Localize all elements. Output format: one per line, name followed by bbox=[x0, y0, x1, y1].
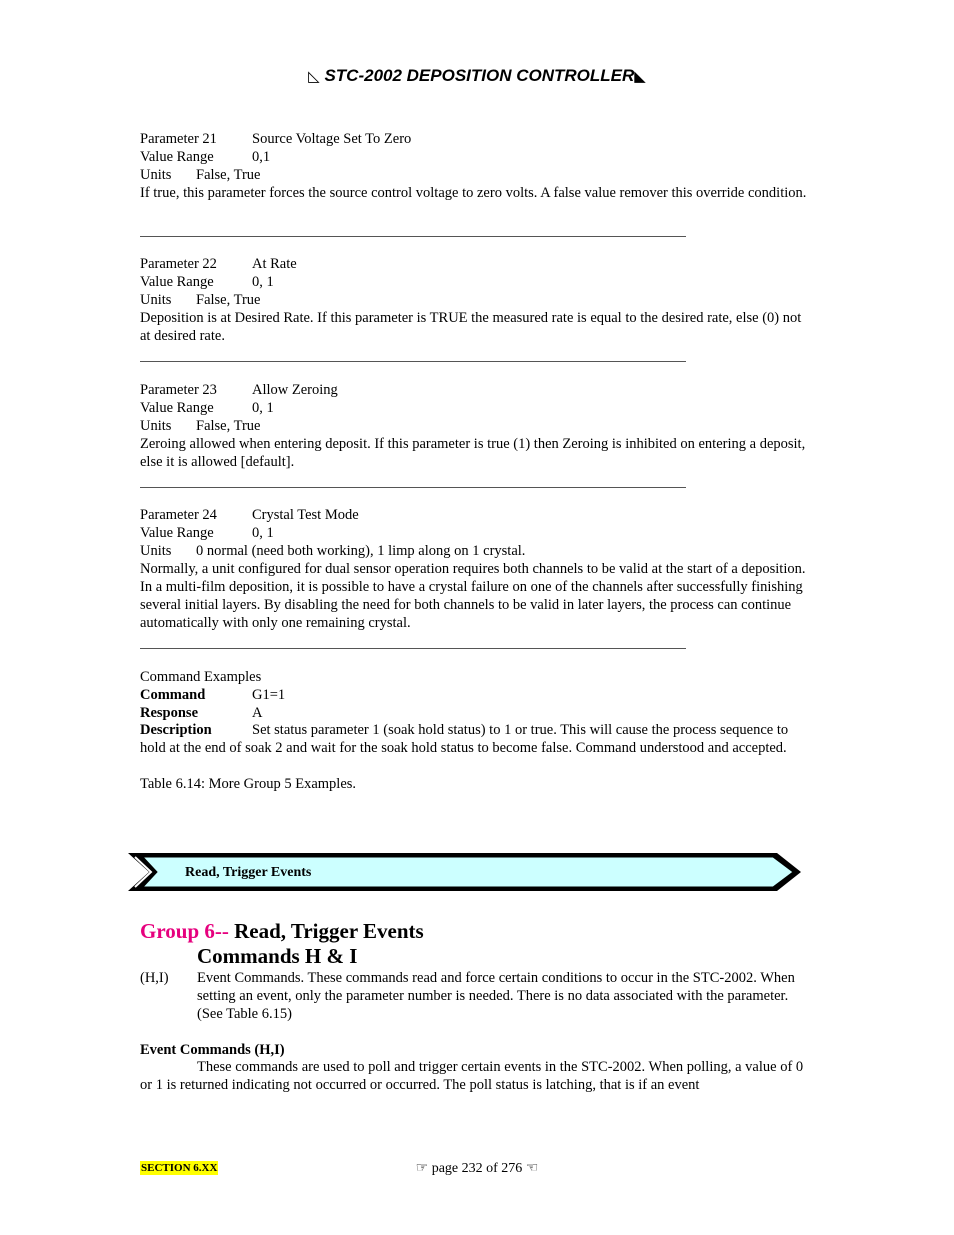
hi-description: Event Commands. These commands read and force certain conditions to occur in the STC-2002. When setting an event, only the parameter number is needed. There is no data associated with the parameter. (See Table 6.15) bbox=[197, 970, 795, 1022]
param-name: Crystal Test Mode bbox=[252, 507, 359, 523]
document-title: STC-2002 DEPOSITION CONTROLLER bbox=[324, 66, 635, 85]
command-value: G1=1 bbox=[252, 687, 286, 703]
param-name: Source Voltage Set To Zero bbox=[252, 131, 412, 147]
param-22-description: Deposition is at Desired Rate. If this parameter is TRUE the measured rate is equal to the desired rate, else (0) not at desired rate. bbox=[140, 310, 802, 344]
param-23-line bbox=[140, 381, 338, 399]
right-ornament-icon: ◣ bbox=[634, 68, 646, 85]
divider bbox=[140, 236, 686, 237]
param-23-units bbox=[140, 417, 261, 435]
units-value: False, True bbox=[196, 418, 261, 434]
units-value: False, True bbox=[196, 167, 261, 183]
param-label: Parameter 22 bbox=[140, 256, 217, 272]
table-caption: Table 6.14: More Group 5 Examples. bbox=[140, 776, 357, 792]
divider bbox=[140, 361, 686, 362]
range-label: Value Range bbox=[140, 525, 214, 541]
units-label: Units bbox=[140, 167, 172, 183]
param-label: Parameter 21 bbox=[140, 131, 217, 147]
range-value: 0, 1 bbox=[252, 274, 274, 290]
command-label: Command bbox=[140, 687, 206, 703]
range-label: Value Range bbox=[140, 400, 214, 416]
page-number: ☞ page 232 of 276 ☜ bbox=[415, 1161, 539, 1176]
param-21-units bbox=[140, 166, 261, 184]
section-tag: SECTION 6.XX bbox=[141, 1162, 218, 1174]
event-commands-text: These commands are used to poll and trigger certain events in the STC-2002. When polling, a value of 0 or 1 is returned indicating not occurred or occurred. The poll status is latching, that is if an event bbox=[140, 1059, 804, 1093]
units-value: 0 normal (need both working), 1 limp along on 1 crystal. bbox=[196, 543, 526, 559]
units-label: Units bbox=[140, 418, 172, 434]
param-24-range bbox=[140, 524, 274, 542]
description-label: Description bbox=[140, 722, 212, 738]
param-label: Parameter 24 bbox=[140, 507, 217, 523]
param-24-description: Normally, a unit configured for dual sensor operation requires both channels to be valid at the start of a deposition. In a multi-film deposition, it is possible to have a crystal failure on one of the channels after successfully finishing several initial layers. By disabling the need for both channels to be valid in later layers, the process can continue automatically with only one remaining crystal. bbox=[140, 561, 806, 631]
units-label: Units bbox=[140, 543, 172, 559]
response-label: Response bbox=[140, 705, 199, 721]
group-6-heading bbox=[140, 919, 424, 944]
examples-title: Command Examples bbox=[140, 669, 262, 685]
param-23-range bbox=[140, 399, 274, 417]
event-commands-heading: Event Commands (H,I) bbox=[140, 1042, 285, 1058]
left-ornament-icon: ◺ bbox=[308, 68, 320, 85]
param-24-units bbox=[140, 542, 526, 560]
param-21-range bbox=[140, 148, 271, 166]
example-description bbox=[140, 721, 816, 757]
param-24-line bbox=[140, 506, 359, 524]
divider bbox=[140, 487, 686, 488]
units-label: Units bbox=[140, 292, 172, 308]
param-21-description: If true, this parameter forces the source control voltage to zero volts. A false value remover this override condition. bbox=[140, 185, 807, 201]
param-22-range bbox=[140, 273, 274, 291]
group-prefix: Group 6-- bbox=[140, 919, 229, 943]
param-name: Allow Zeroing bbox=[252, 382, 338, 398]
example-response bbox=[140, 704, 263, 722]
range-value: 0,1 bbox=[252, 149, 271, 165]
response-value: A bbox=[252, 705, 263, 721]
description-value: Set status parameter 1 (soak hold status) to 1 or true. This will cause the process sequence to hold at the end of soak 2 and wait for the soak hold status to become false. Command understood and accepted. bbox=[140, 722, 789, 756]
page-header bbox=[0, 66, 954, 86]
range-value: 0, 1 bbox=[252, 525, 274, 541]
range-value: 0, 1 bbox=[252, 400, 274, 416]
range-label: Value Range bbox=[140, 274, 214, 290]
param-22-units bbox=[140, 291, 261, 309]
group-6-subtitle: Commands H & I bbox=[197, 944, 358, 968]
param-21-line bbox=[140, 130, 412, 148]
range-label: Value Range bbox=[140, 149, 214, 165]
example-command bbox=[140, 686, 286, 704]
banner-label: Read, Trigger Events bbox=[185, 865, 312, 880]
units-value: False, True bbox=[196, 292, 261, 308]
param-name: At Rate bbox=[252, 256, 297, 272]
divider bbox=[140, 648, 686, 649]
param-22-line bbox=[140, 255, 297, 273]
group-title: Read, Trigger Events bbox=[228, 919, 424, 943]
param-23-description: Zeroing allowed when entering deposit. If this parameter is true (1) then Zeroing is inhibited on entering a deposit, else it is allowed [default]. bbox=[140, 436, 806, 470]
hi-label: (H,I) bbox=[140, 970, 169, 986]
param-label: Parameter 23 bbox=[140, 382, 217, 398]
